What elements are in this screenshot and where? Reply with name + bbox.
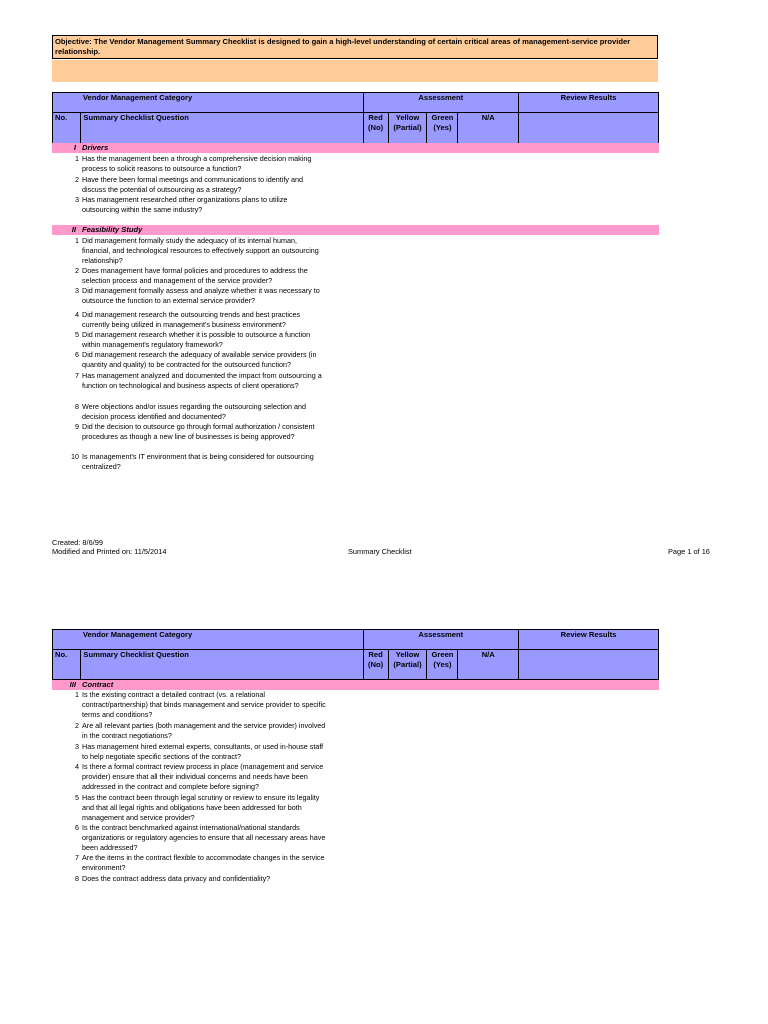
header-review-blank (519, 650, 659, 680)
section-band-feasibility (52, 225, 659, 235)
header-category: Vendor Management Category (81, 630, 363, 650)
objective-blank-row (52, 60, 658, 82)
objective-text: Objective: The Vendor Management Summary Checklist is designed to gain a high-level understanding of certain critical areas of management-service provider relationship. (55, 37, 631, 56)
checklist-header-1 (52, 92, 659, 144)
checklist-header-2 (52, 629, 659, 680)
section-roman: III (69, 680, 76, 689)
header-red: Red (No) (363, 113, 388, 144)
footer-title: Summary Checklist (348, 547, 412, 556)
header-cell-blank (53, 93, 81, 113)
header-assessment: Assessment (363, 93, 518, 113)
header-question: Summary Checklist Question (81, 650, 363, 680)
header-green: Green (Yes) (427, 650, 458, 680)
section-roman: II (71, 225, 76, 234)
header-na: N/A (458, 650, 519, 680)
section-band-contract (52, 680, 659, 690)
section-title: Contract (82, 680, 114, 689)
footer-modified: Modified and Printed on: 11/5/2014 (52, 547, 167, 556)
header-assessment: Assessment (363, 630, 518, 650)
header-green: Green (Yes) (427, 113, 458, 144)
objective-banner (52, 35, 658, 59)
header-review-blank (519, 113, 659, 144)
header-yellow: Yellow (Partial) (388, 650, 427, 680)
header-yellow: Yellow (Partial) (388, 113, 427, 144)
header-review: Review Results (519, 93, 659, 113)
section-roman: I (73, 143, 76, 152)
footer-created: Created: 8/6/99 (52, 538, 103, 547)
section-title: Drivers (82, 143, 109, 152)
header-category: Vendor Management Category (81, 93, 363, 113)
header-review: Review Results (519, 630, 659, 650)
header-no: No. (53, 650, 81, 680)
header-red: Red (No) (363, 650, 388, 680)
header-cell-blank (53, 630, 81, 650)
section-band-drivers (52, 143, 659, 153)
footer-page-number: Page 1 of 16 (668, 547, 710, 556)
header-question: Summary Checklist Question (81, 113, 363, 144)
header-no: No. (53, 113, 81, 144)
section-title: Feasibility Study (82, 225, 143, 234)
header-na: N/A (458, 113, 519, 144)
